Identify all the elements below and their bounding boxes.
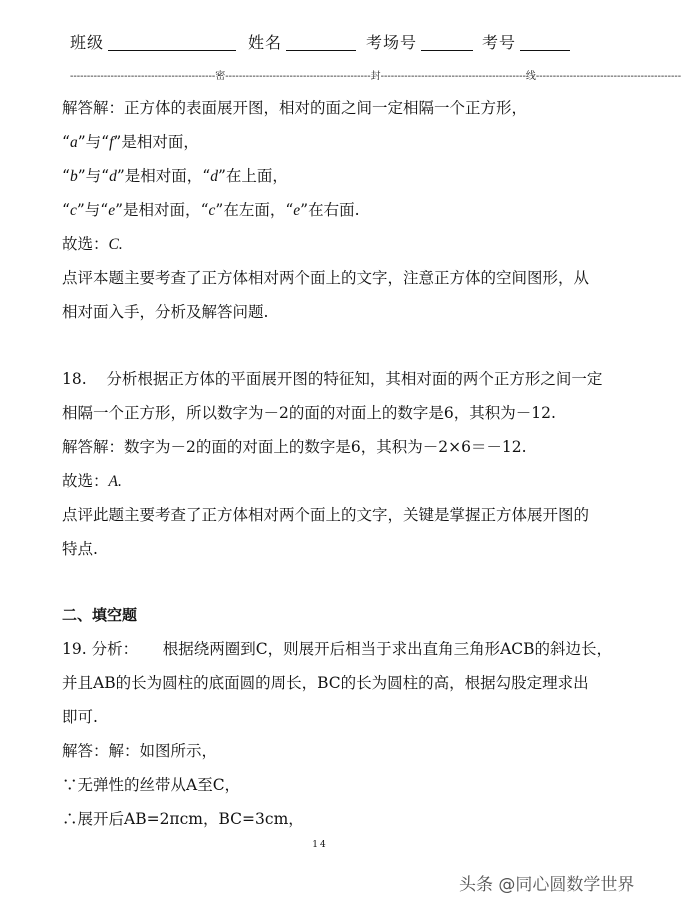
name-label: 姓名 bbox=[248, 33, 283, 52]
page-number: 14 bbox=[312, 840, 328, 850]
q18-comment-1: 点评此题主要考查了正方体相对两个面上的文字，关键是掌握正方体展开图的 bbox=[62, 506, 590, 524]
seal-line bbox=[70, 67, 681, 82]
number-label: 考号 bbox=[482, 33, 517, 52]
letter-a: a bbox=[69, 134, 78, 151]
class-blank[interactable] bbox=[108, 34, 236, 51]
seal-char-feng: 封 bbox=[370, 71, 381, 82]
q19-because: ∵无弹性的丝带从A至C， bbox=[62, 776, 241, 794]
q19-analysis-1 bbox=[62, 637, 612, 661]
name-blank[interactable] bbox=[286, 34, 356, 51]
note-text: 在上面， bbox=[225, 167, 288, 185]
note-letter-c: c bbox=[208, 202, 216, 219]
letter-f: f bbox=[109, 134, 114, 151]
room-field[interactable] bbox=[366, 30, 473, 53]
q17-pair-ce: “c”与“e”是相对面，“c”在左面，“e”在右面. bbox=[62, 201, 360, 219]
q18-analysis-2: 相隔一个正方形，所以数字为－2的面的对面上的数字是6，其积为－12. bbox=[62, 404, 556, 422]
pair-tail: 是相对面， bbox=[121, 133, 199, 151]
watermark: 头条 @同心圆数学世界 bbox=[459, 875, 635, 895]
letter-c: c bbox=[69, 202, 77, 219]
q17-solution-line bbox=[62, 96, 527, 120]
name-field[interactable] bbox=[248, 30, 356, 53]
q19-analysis-2: 并且AB的长为圆柱的底面圆的周长，BC的长为圆柱的高，根据勾股定理求出 bbox=[62, 674, 589, 692]
note-letter-d: d bbox=[210, 168, 218, 185]
room-blank[interactable] bbox=[421, 34, 473, 51]
q19-analysis-text: 根据绕两圈到C，则展开后相当于求出直角三角形ACB的斜边长， bbox=[162, 640, 613, 658]
q18-analysis-text: 分析根据正方体的平面展开图的特征知，其相对面的两个正方形之间一定 bbox=[106, 370, 603, 388]
q17-comment-1: 点评本题主要考查了正方体相对两个面上的文字，注意正方体的空间图形，从 bbox=[62, 269, 590, 287]
note-text: 在左面， bbox=[223, 201, 286, 219]
seal-char-xian: 线 bbox=[525, 71, 536, 82]
q17-line1: 正方体的表面展开图，相对的面之间一定相隔一个正方形， bbox=[124, 99, 528, 117]
seal-dashes: ------------------------------------------- bbox=[380, 71, 526, 82]
q18-solution: 解答解：数字为－2的面的对面上的数字是6，其积为－2×6＝－12. bbox=[62, 438, 527, 456]
q19-therefore: ∴展开后AB=2πcm，BC=3cm， bbox=[62, 810, 304, 828]
letter-e: e bbox=[108, 202, 116, 219]
q18-analysis-1 bbox=[62, 367, 602, 391]
class-label: 班级 bbox=[70, 33, 105, 52]
q19-analysis-label: 分析： bbox=[91, 640, 139, 658]
q19-number: 19. bbox=[62, 640, 87, 658]
q17-choice bbox=[62, 232, 123, 257]
class-field[interactable] bbox=[70, 30, 236, 53]
exam-header bbox=[70, 30, 590, 56]
q19-analysis-3: 即可. bbox=[62, 708, 98, 726]
choice-answer: A. bbox=[108, 473, 122, 490]
seal-dashes: ------------------------------------------- bbox=[70, 71, 216, 82]
q18-choice bbox=[62, 469, 122, 494]
choice-label: 故选： bbox=[62, 235, 109, 253]
note-letter-e: e bbox=[293, 202, 301, 219]
choice-answer: C. bbox=[108, 236, 123, 253]
q17-comment-2: 相对面入手，分析及解答问题. bbox=[62, 303, 269, 321]
word-with: 与 bbox=[85, 167, 102, 185]
q17-solution-label: 解答解： bbox=[62, 99, 125, 117]
letter-d: d bbox=[109, 168, 117, 185]
room-label: 考场号 bbox=[366, 33, 418, 52]
pair-tail: 是相对面， bbox=[123, 201, 201, 219]
q18-number: 18. bbox=[62, 370, 87, 388]
word-with: 与 bbox=[84, 201, 101, 219]
number-field[interactable] bbox=[482, 30, 570, 53]
letter-b: b bbox=[69, 168, 78, 185]
q19-solution: 解答：解：如图所示， bbox=[62, 742, 218, 760]
note-text: 在右面. bbox=[308, 201, 360, 219]
seal-dashes: ------------------------------------------- bbox=[535, 71, 681, 82]
seal-char-mi: 密 bbox=[215, 71, 226, 82]
pair-tail: 是相对面， bbox=[124, 167, 203, 185]
q17-pair-bd: “b”与“d”是相对面，“d”在上面， bbox=[62, 167, 288, 185]
q17-pair-af: “a”与“f”是相对面， bbox=[62, 133, 199, 151]
seal-dashes: ------------------------------------------- bbox=[225, 71, 371, 82]
choice-label: 故选： bbox=[62, 472, 109, 490]
q18-comment-2: 特点. bbox=[62, 540, 98, 558]
number-blank[interactable] bbox=[520, 34, 570, 51]
word-with: 与 bbox=[85, 133, 102, 151]
section-heading: 二、填空题 bbox=[62, 606, 138, 624]
